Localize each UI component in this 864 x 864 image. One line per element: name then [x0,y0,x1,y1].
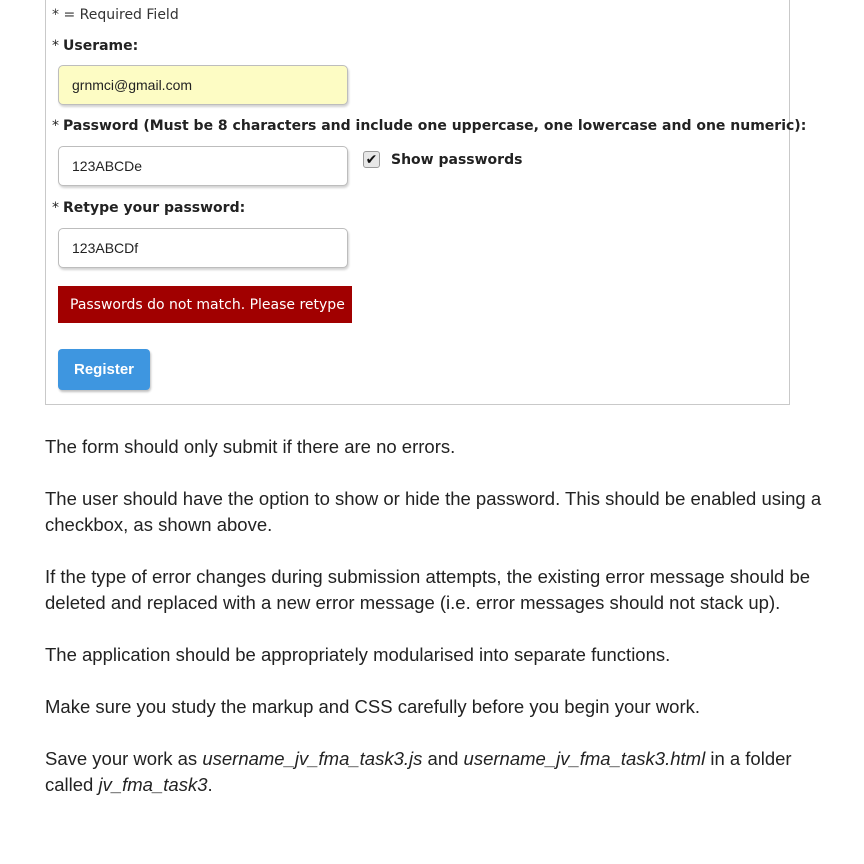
instruction-paragraph: Make sure you study the markup and CSS carefully before you begin your work. [45,696,701,717]
assignment-instructions [45,434,835,824]
password-label [52,118,806,134]
instruction-paragraph: The user should have the option to show or hide the password. This should be enabled using a checkbox, as shown above. [45,488,822,535]
retype-password-label [52,200,245,216]
instruction-paragraph: The application should be appropriately modularised into separate functions. [45,644,671,665]
password-label-text: Password (Must be 8 characters and include one uppercase, one lowercase and one numeric): [63,118,807,134]
required-field-note: * = Required Field [52,7,179,23]
registration-form-panel [45,0,807,405]
password-mismatch-error: Passwords do not match. Please retype [58,286,352,323]
show-passwords-toggle[interactable] [363,151,522,168]
retype-password-label-text: Retype your password: [63,200,246,216]
instruction-paragraph: If the type of error changes during submission attempts, the existing error message should be deleted and replaced with a new error message (i.e. error messages should not stack up). [45,566,811,613]
register-button[interactable]: Register [58,349,150,390]
instruction-paragraph: The form should only submit if there are no errors. [45,436,456,457]
password-input[interactable] [58,146,348,186]
save-instruction-text: in a folder called [45,748,792,795]
required-star: * [52,38,59,54]
username-label-text: Userame: [63,38,139,54]
folder-name: jv_fma_task3 [98,774,208,795]
required-star: * [52,200,59,216]
save-instruction-text: Save your work as [45,748,203,769]
save-instruction-text: . [207,774,213,795]
username-label [52,38,138,54]
checkmark-icon: ✔ [365,151,378,168]
show-passwords-label[interactable]: Show passwords [391,151,523,168]
required-star: * [52,118,59,134]
show-passwords-checkbox[interactable] [363,151,380,168]
js-filename: username_jv_fma_task3.js [202,748,423,769]
username-input[interactable] [58,65,348,105]
html-filename: username_jv_fma_task3.html [463,748,706,769]
instruction-paragraph [45,746,835,798]
save-instruction-text: and [422,748,464,769]
retype-password-input[interactable] [58,228,348,268]
